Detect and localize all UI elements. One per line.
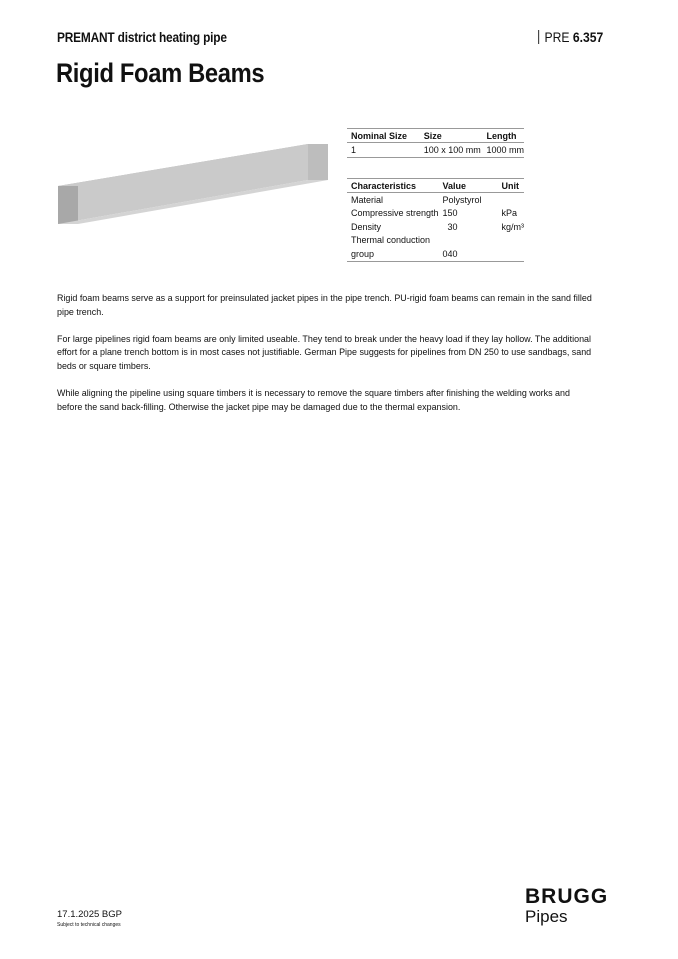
table-cell — [498, 234, 525, 248]
size-table — [347, 128, 524, 158]
logo-wordmark-bottom: Pipes — [525, 907, 568, 926]
table-cell: 1000 mm — [482, 143, 524, 158]
table-row — [347, 143, 524, 158]
table-row — [347, 234, 524, 248]
characteristics-table — [347, 178, 524, 262]
table-cell — [498, 247, 525, 261]
characteristics-table-header — [347, 179, 524, 193]
table-cell: group — [347, 247, 439, 261]
table-cell: kPa — [501, 208, 518, 219]
table-row — [347, 193, 524, 207]
table-cell — [439, 234, 498, 248]
header-divider — [538, 30, 539, 44]
table-cell: 100 x 100 mm — [420, 143, 483, 158]
document-code — [538, 30, 603, 45]
column-header: Size — [420, 129, 483, 143]
table-cell — [498, 193, 525, 207]
table-cell: Density — [351, 221, 382, 232]
column-header: Length — [482, 129, 524, 143]
document-code-number: 6.357 — [572, 30, 603, 45]
column-header: Nominal Size — [347, 129, 420, 143]
column-header: Characteristics — [347, 179, 439, 193]
table-cell: 150 — [442, 208, 458, 219]
table-row — [347, 207, 524, 221]
table-cell: Material — [351, 194, 384, 205]
paragraph: For large pipelines rigid foam beams are only limited useable. They tend to break under the heavy load if they lay hollow. The additional effort for a plane trench bottom is in most cases not justifiable. German Pipe suggests for pipelines from DN 250 to use sandbags, sand beds or square timbers. — [57, 333, 592, 371]
table-cell: kg/m³ — [501, 221, 524, 232]
beam-left-face — [58, 186, 78, 224]
logo-wordmark-top: BRUGG — [525, 885, 609, 908]
table-cell: 30 — [447, 221, 458, 232]
table-cell: 1 — [347, 143, 420, 158]
document-subtitle: PREMANT district heating pipe — [57, 30, 227, 45]
foam-beam-illustration — [56, 140, 331, 228]
beam-front-face — [58, 144, 308, 224]
description-text — [57, 292, 617, 428]
table-cell: Thermal conduction — [351, 235, 431, 246]
paragraph: While aligning the pipeline using square timbers it is necessary to remove the square timbers after finishing the welding works and before the sand back-filling. Otherwise the jacket pipe may be damaged due to the thermal expansion. — [57, 388, 570, 412]
document-code-prefix: PRE — [544, 30, 570, 45]
table-cell: Polystyrol — [442, 194, 482, 205]
size-table-header — [347, 129, 524, 143]
table-cell: Compressive strength — [351, 208, 439, 219]
footer-date: 17.1.2025 BGP — [57, 909, 122, 920]
brugg-pipes-logo — [525, 886, 608, 926]
beam-end-face — [308, 144, 328, 180]
paragraph: Rigid foam beams serve as a support for preinsulated jacket pipes in the pipe trench. PU-rigid foam beams can remain in the sand filled pipe trench. — [57, 293, 592, 317]
table-row — [347, 247, 524, 261]
page-title: Rigid Foam Beams — [56, 58, 265, 88]
table-cell: 040 — [439, 247, 498, 261]
table-row — [347, 220, 524, 234]
column-header: Value — [439, 179, 498, 193]
column-header: Unit — [498, 179, 525, 193]
footer-note: Subject to technical changes — [57, 922, 121, 928]
